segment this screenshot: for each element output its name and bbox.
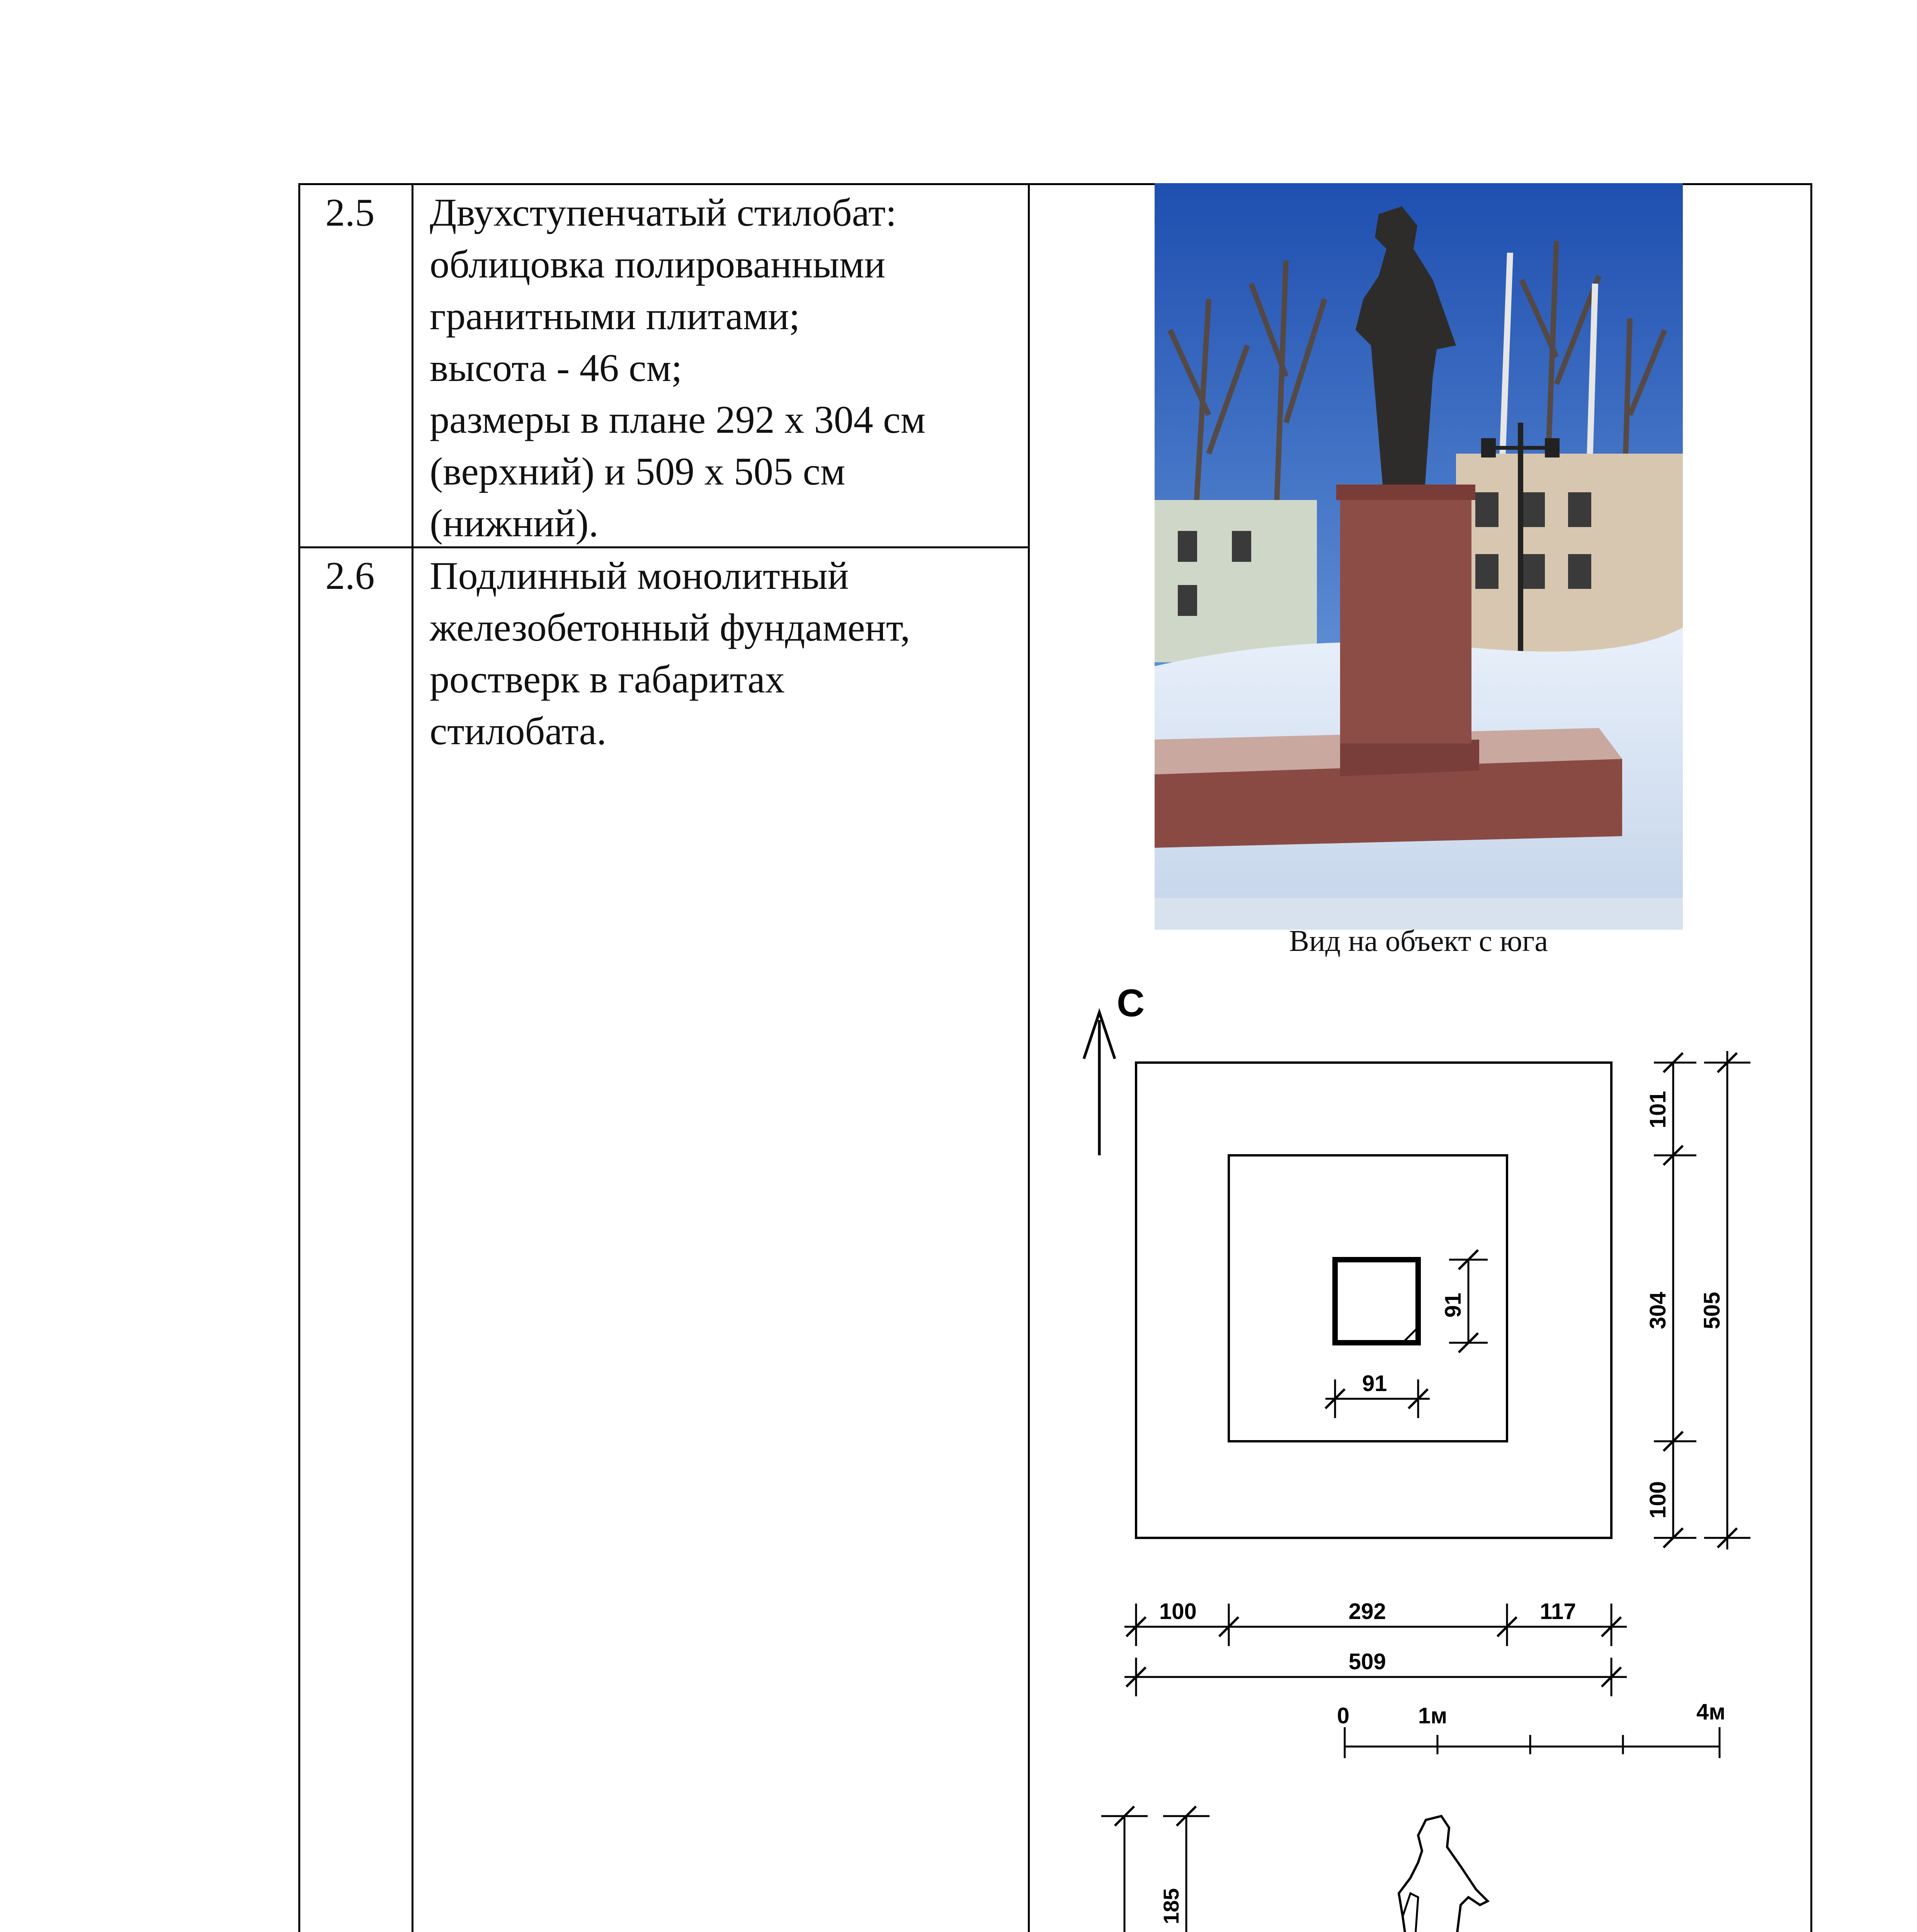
- row-number: 2.6: [325, 554, 375, 598]
- elevation-drawing: [1078, 1777, 1774, 1932]
- monument-photo: [1155, 183, 1683, 930]
- description-line: (верхний) и 509 х 505 см: [430, 450, 845, 493]
- elev-dim-statue: 185: [1159, 1888, 1183, 1924]
- scale-zero: 0: [1337, 1703, 1350, 1728]
- description-line: высота - 46 см;: [430, 346, 682, 390]
- photo-caption: Вид на объект с юга: [1289, 924, 1548, 957]
- dim-center: 292: [1349, 1599, 1386, 1624]
- column-divider-2: [1028, 183, 1030, 1932]
- table-border-left: [298, 183, 300, 1932]
- description-line: Подлинный монолитный: [430, 554, 849, 598]
- dim-top: 101: [1645, 1091, 1670, 1128]
- table-border-right: [1810, 183, 1812, 1932]
- row-number: 2.5: [325, 191, 375, 235]
- scale-four: 4м: [1696, 1699, 1726, 1725]
- dim-total-horizontal: 509: [1349, 1649, 1386, 1674]
- column-divider-1: [412, 183, 413, 1932]
- description-line: размеры в плане 292 х 304 см: [430, 398, 926, 442]
- row-description: [430, 550, 1009, 757]
- description-line: облицовка полированными: [430, 243, 886, 286]
- dim-total-vertical: 505: [1699, 1292, 1725, 1329]
- description-line: ростверк в габаритах: [430, 658, 785, 701]
- dim-inner-horizontal: 91: [1362, 1371, 1387, 1396]
- description-line: стилобата.: [430, 709, 607, 753]
- plan-drawing: [1078, 974, 1774, 1766]
- description-line: железобетонный фундамент,: [430, 606, 910, 650]
- scale-one: 1м: [1418, 1703, 1448, 1728]
- description-line: (нижний).: [430, 502, 599, 545]
- dim-bottom: 100: [1645, 1481, 1670, 1519]
- dim-inner-vertical: 91: [1441, 1293, 1466, 1318]
- description-line: Двухступенчатый стилобат:: [430, 191, 897, 235]
- dim-right: 117: [1540, 1599, 1576, 1624]
- north-label: С: [1117, 981, 1145, 1025]
- description-line: гранитными плитами;: [430, 294, 800, 338]
- row-description: [430, 187, 1009, 549]
- dim-middle: 304: [1645, 1292, 1670, 1329]
- dim-left: 100: [1159, 1599, 1197, 1624]
